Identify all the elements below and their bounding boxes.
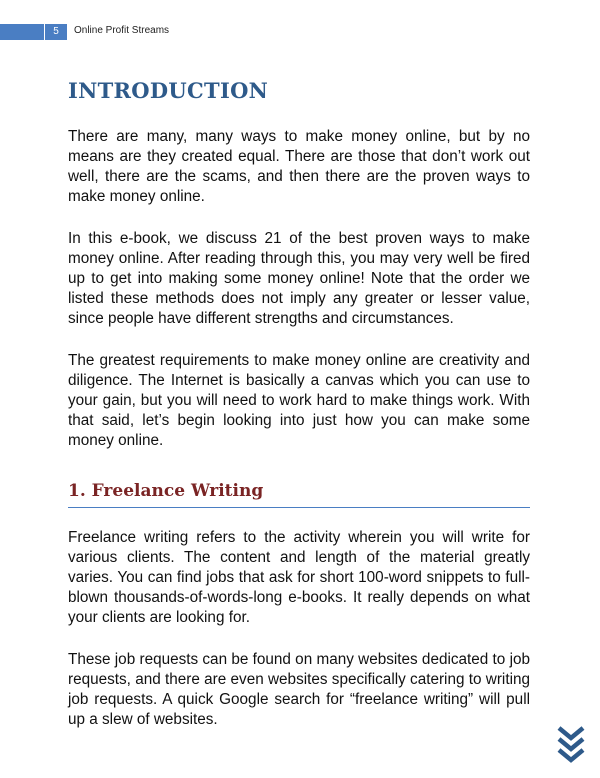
header-accent-bar [0, 24, 44, 40]
page-number: 5 [45, 24, 67, 40]
section-heading-freelance-writing: 1. Freelance Writing [68, 481, 530, 508]
running-title: Online Profit Streams [74, 25, 170, 36]
double-chevron-down-icon[interactable] [556, 722, 586, 764]
page-content [68, 78, 530, 752]
intro-paragraph: The greatest requirements to make money online are creativity and diligence. The Internet is basically a canvas which you can use to your gain, but you will need to work hard to make things work. With that said, let’s begin looking into just how you can make some money online. [68, 352, 530, 449]
intro-paragraph: There are many, many ways to make money online, but by no means are they created equal. There are those that don’t work out well, there are the scams, and then there are the proven ways to make money online. [68, 128, 530, 205]
section-paragraph: These job requests can be found on many websites dedicated to job requests, and there are even websites specifically catering to writing job requests. A quick Google search for “freelance writing” will pull up a slew of websites. [68, 651, 530, 728]
introduction-heading: INTRODUCTION [68, 78, 269, 103]
section-paragraph: Freelance writing refers to the activity wherein you will write for various clients. The content and length of the material greatly varies. You can find jobs that ask for short 100-word snippets to full-blown thousands-of-words-long e-books. It really depends on what your clients are looking for. [68, 529, 530, 626]
intro-paragraph: In this e-book, we discuss 21 of the best proven ways to make money online. After reading through this, you may very well be fired up to get into making some money online! Note that the order we listed these methods does not imply any greater or lesser value, since people have different strengths and circumstances. [68, 230, 530, 327]
